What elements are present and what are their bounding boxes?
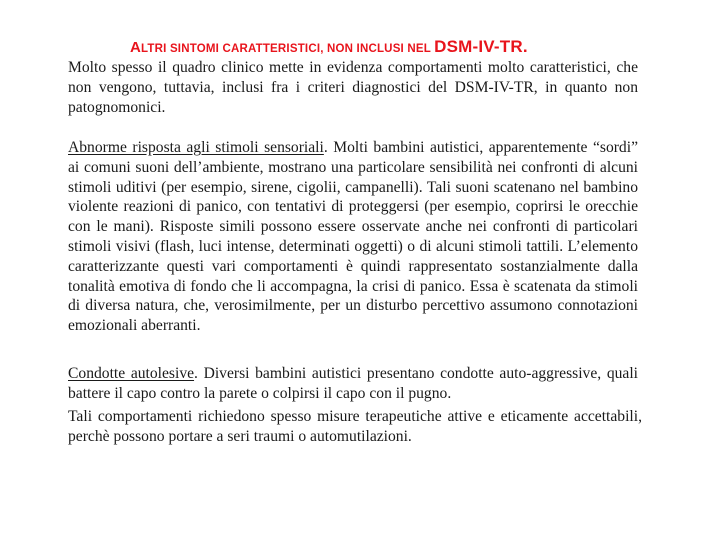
title-dsm: DSM-IV-TR. <box>434 37 528 56</box>
selfharm-paragraph <box>68 364 638 404</box>
intro-paragraph: Molto spesso il quadro clinico mette in evidenza comportamenti molto caratteristici, che non vengono, tuttavia, inclusi fra i criteri diagnostici del DSM-IV-TR, in quanto non patognomonici. <box>68 59 638 116</box>
title-initial: A <box>130 39 142 56</box>
sensory-heading: Abnorme risposta agli stimoli sensoriali <box>68 139 324 156</box>
slide-title <box>130 37 528 57</box>
sensory-text: . Molti bambini autistici, apparentemente “sordi” ai comuni suoni dell’ambiente, mostrano una particolare sensibilità nei confronti di alcuni stimoli uditivi (per esempio, sirene, cigolii, campanelli). Tali suoni scatenano nel bambino violente reazioni di panico, con tentativi di proteggersi (per esempio, coprirsi le orecchie con le mani). Risposte simili possono essere osservate anche nei confronti di particolari stimoli visivi (flash, luci intense, determinati oggetti) o di alcuni stimoli tattili. L’elemento caratterizzante questi vari comportamenti è quindi rappresentato sostanzialmente dalla tonalità emotiva di fondo che li accompagna, la crisi di panico. Essa è scatenata da stimoli di diversa natura, che, verosimilmente, per un disturbo percettivo assumono connotazioni emozionali aberranti. <box>68 139 638 335</box>
selfharm-heading: Condotte autolesive <box>68 365 195 382</box>
title-smallcaps: LTRI SINTOMI CARATTERISTICI, NON INCLUSI NEL <box>141 43 435 55</box>
selfharm-text: . Diversi bambini autistici presentano condotte auto-aggressive, quali battere il capo contro la parete o colpirsi il capo con il pugno. <box>68 365 639 402</box>
treatment-paragraph: Tali comportamenti richiedono spesso misure terapeutiche attive e eticamente accettabili, perchè possono portare a seri traumi o automutilazioni. <box>68 408 642 445</box>
sensory-paragraph <box>68 138 638 336</box>
